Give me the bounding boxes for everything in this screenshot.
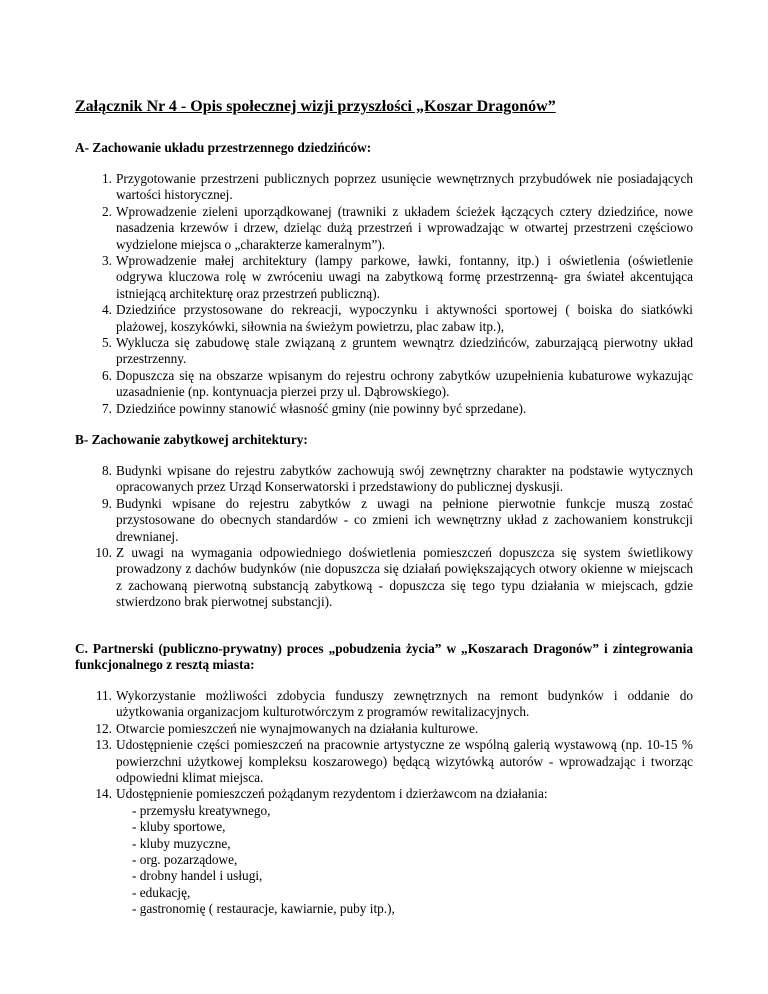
list-item: 7. Dziedzińce powinny stanowić własność gminy (nie powinny być sprzedane). (102, 400, 527, 416)
sub-list-item: - edukację, (132, 884, 191, 900)
section-b-heading: B- Zachowanie zabytkowej architektury: (75, 432, 308, 447)
list-item: 14. Udostępnienie pomieszczeń pożądanym rezydentom i dzierżawcom na działania: - przemysłu kreatywnego, - kluby sportowe, - kluby muzyczne, - org. pozarządowe, - drobny handel i usługi, - edukację, - gastronomię ( restauracje, kawiarnie, puby itp.), (75, 786, 693, 917)
section-b-list (75, 463, 693, 611)
list-item: 6. Dopuszcza się na obszarze wpisanym do rejestru ochrony zabytków uzupełnienia kubaturowe wykazując uzasadnienie (np. kontynuacja pierzei przy ul. Dąbrowskiego). (102, 367, 693, 400)
list-item: 11. Wykorzystanie możliwości zdobycia funduszy zewnętrznych na remont budynków i oddanie do użytkowania organizacjom kulturotwórczym z programów rewitalizacyjnych. (95, 688, 693, 720)
section-c-list (75, 688, 693, 918)
list-item: 12. Otwarcie pomieszczeń nie wynajmowanych na działania kulturowe. (95, 720, 479, 736)
list-item: 5. Wyklucza się zabudowę stale związaną z gruntem wewnątrz dziedzińców, zaburzającą pierwotny układ przestrzenny. (102, 335, 693, 367)
sub-list-item: - przemysłu kreatywnego, (132, 802, 271, 818)
list-item: 4. Dziedzińce przystosowane do rekreacji, wypoczynku i aktywności sportowej ( boiska do siatkówki plażowej, koszykówki, siłownia na świeżym powietrzu, plac zabaw itp.), (102, 302, 693, 334)
list-item: 2. Wprowadzenie zieleni uporządkowanej (trawniki z układem ścieżek łączących cztery dziedzińce, nowe nasadzenia krzewów i drzew, dzieląc dużą przestrzeń i wprowadzając w otwartej przestrzeni częściowo wydzielone miejsca o „charakterze kameralnym”). (102, 203, 693, 252)
document-title: Załącznik Nr 4 - Opis społecznej wizji przyszłości „Koszar Dragonów” (75, 98, 556, 115)
sub-list-item: - drobny handel i usługi, (132, 868, 263, 884)
list-item: 1. Przygotowanie przestrzeni publicznych poprzez usunięcie wewnętrznych przybudówek nie posiadających wartości historycznej. (102, 171, 693, 203)
section-c-heading: C. Partnerski (publiczno-prywatny) proces „pobudzenia życia” w „Koszarach Dragonów” i zintegrowania funkcjonalnego z resztą miasta: (75, 641, 693, 673)
list-item: 10. Z uwagi na wymagania odpowiedniego doświetlenia pomieszczeń dopuszcza się system świetlikowy prowadzony z dachów budynków (nie dopuszcza się działań powiększających otwory okienne w miejscach z zachowaną pierwotną substancją zabytkową - dopuszcza się tego typu działania w miejscach, gdzie stwierdzono brak pierwotnej substancji). (95, 545, 693, 610)
sub-list-item: - gastronomię ( restauracje, kawiarnie, puby itp.), (132, 901, 395, 917)
list-item: 8. Budynki wpisane do rejestru zabytków zachowują swój zewnętrzny charakter na podstawie wytycznych opracowanych przez Urząd Konserwatorski i przedstawiony do publicznej dyskusji. (102, 463, 693, 495)
section-a-heading: A- Zachowanie układu przestrzennego dziedzińców: (75, 140, 372, 155)
list-item: 3. Wprowadzenie małej architektury (lampy parkowe, ławki, fontanny, itp.) i oświetlenia (oświetlenie odgrywa kluczowa rolę w zwróceniu uwagi na zabytkową formę przestrzenną- gra świateł akcentująca istniejącą architekturę oraz przestrzeń publiczną). (102, 253, 693, 301)
sub-list-item: - kluby sportowe, (132, 819, 226, 835)
sub-list-item: - kluby muzyczne, (132, 835, 231, 851)
section-a-list (75, 171, 693, 417)
list-item: 13. Udostępnienie części pomieszczeń na pracownie artystyczne ze wspólną galerią wystawową (np. 10-15 % powierzchni użytkowej kompleksu koszarowego) będącą wizytówką autorów - wprowadzając i tworząc odpowiedni klimat miejsca. (95, 737, 693, 786)
sub-list-item: - org. pozarządowe, (132, 852, 238, 868)
list-item: 9. Budynki wpisane do rejestru zabytków z uwagi na pełnione pierwotnie funkcje muszą zostać przystosowane do obecnych standardów - co zmieni ich wewnętrzny układ z zachowaniem konstrukcji drewnianej. (102, 495, 693, 544)
